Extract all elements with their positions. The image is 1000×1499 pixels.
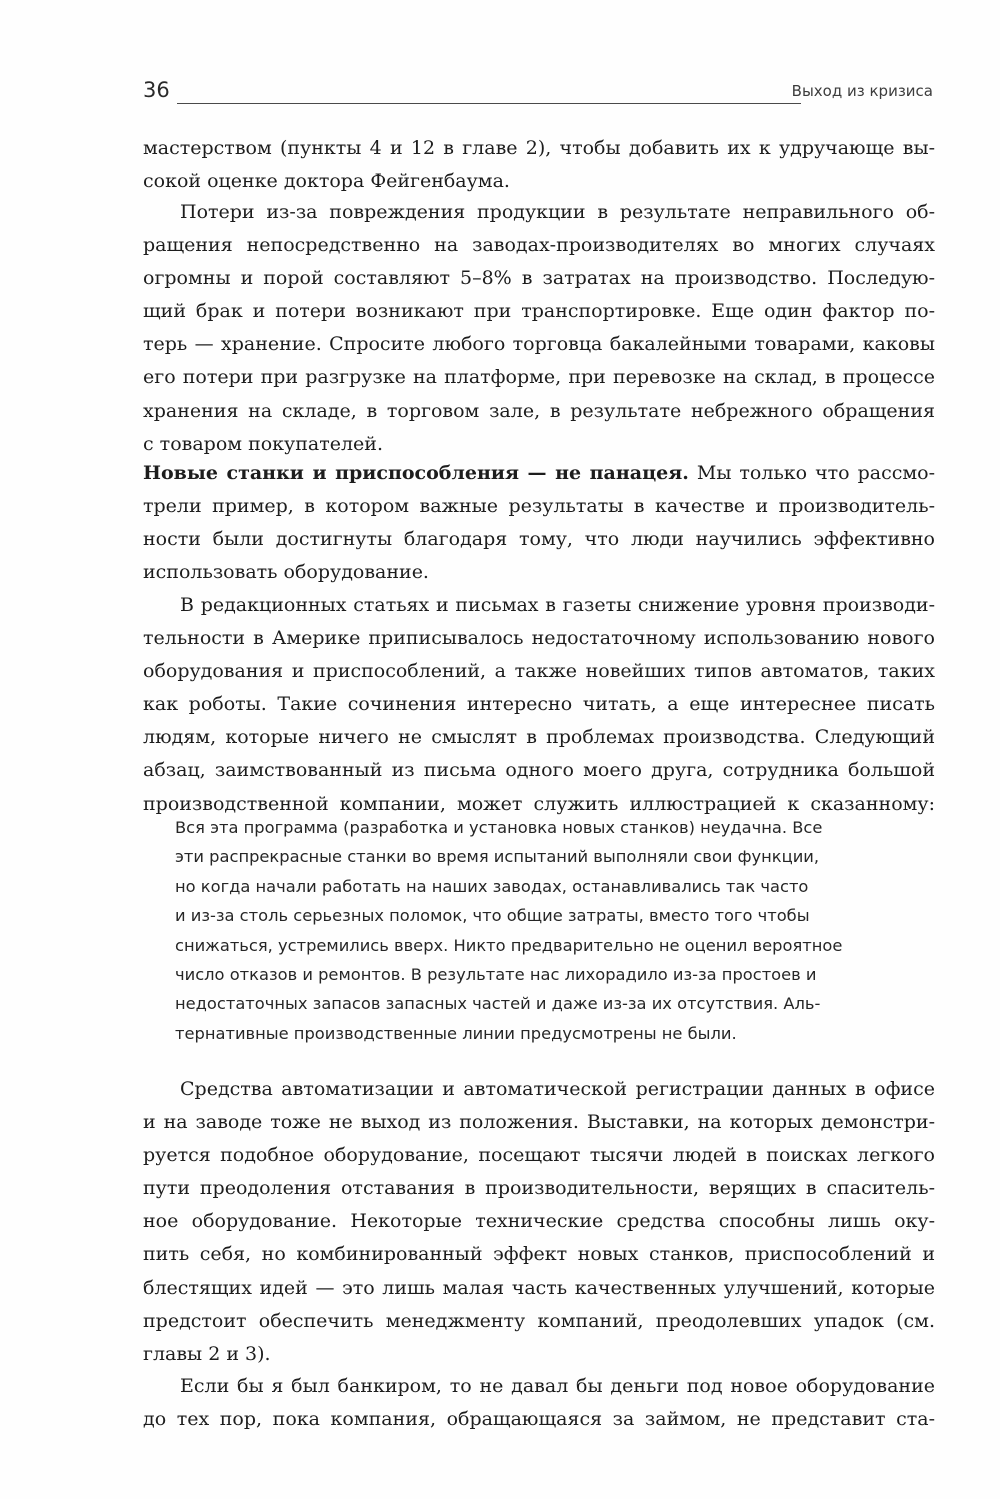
heading-line-rest: Мы только что рассмо- xyxy=(688,462,935,484)
quote-line: но когда начали работать на наших заводах, останавливались так часто xyxy=(175,876,809,896)
quote-line: недостаточных запасов запасных частей и даже из-за их отсутствия. Аль- xyxy=(175,994,821,1014)
text-line: мастерством (пункты 4 и 12 в главе 2), чтобы добавить их к удручающе вы- xyxy=(143,137,935,159)
paragraph-continuation xyxy=(143,132,935,198)
text-line: и на заводе тоже не выход из положения. Выставки, на которых демонстри- xyxy=(143,1111,935,1134)
text-line: трели пример, в котором важные результаты в качестве и производитель- xyxy=(143,495,935,518)
text-line: тельности в Америке приписывалось недостаточному использованию нового xyxy=(143,627,935,650)
text-line: Если бы я был банкиром, то не давал бы деньги под новое оборудование xyxy=(180,1375,935,1397)
quote-line: снижаться, устремились вверх. Никто предварительно не оценил вероятное xyxy=(175,935,843,955)
text-line: Средства автоматизации и автоматической регистрации данных в офисе xyxy=(180,1078,935,1100)
block-quote xyxy=(175,813,897,1048)
header-rule xyxy=(177,103,801,104)
text-line: пить себя, но комбинированный эффект новых станков, приспособлений и xyxy=(143,1243,935,1266)
text-line: производственной компании, может служить иллюстрацией к сказанному: xyxy=(143,792,935,815)
text-line: как роботы. Такие сочинения интересно читать, а еще интереснее писать xyxy=(143,693,935,716)
text-line: использовать оборудование. xyxy=(143,561,429,584)
text-line: щий брак и потери возникают при транспортировке. Еще один фактор по- xyxy=(143,300,935,323)
text-line: оборудования и приспособлений, а также новейших типов автоматов, таких xyxy=(143,660,935,683)
quote-line: число отказов и ремонтов. В результате нас лихорадило из-за простоев и xyxy=(175,964,817,984)
section-new-machines xyxy=(143,457,935,589)
paragraph-automation xyxy=(143,1073,935,1371)
text-line: хранения на складе, в торговом зале, в результате небрежного обращения xyxy=(143,399,935,422)
paragraph-losses xyxy=(143,196,935,461)
text-line: предстоит обеспечить менеджменту компаний, преодолевших упадок (см. xyxy=(143,1309,935,1332)
text-line: его потери при разгрузке на платформе, при перевозке на склад, в процессе xyxy=(143,366,935,389)
paragraph-editorials xyxy=(143,589,935,821)
text-line: Потери из-за повреждения продукции в результате неправильного об- xyxy=(180,201,935,223)
running-head xyxy=(143,76,933,106)
text-line: абзац, заимствованный из письма одного моего друга, сотрудника большой xyxy=(143,759,935,782)
paragraph-banker xyxy=(143,1370,935,1436)
text-line: терь — хранение. Спросите любого торговца бакалейными товарами, каковы xyxy=(143,333,935,356)
text-line: блестящих идей — это лишь малая часть качественных улучшений, которые xyxy=(143,1276,935,1299)
text-line: главы 2 и 3). xyxy=(143,1342,271,1365)
text-line: огромны и порой составляют 5–8% в затратах на производство. Последую- xyxy=(143,267,935,290)
text-line: ное оборудование. Некоторые технические средства способны лишь оку- xyxy=(143,1210,935,1233)
text-line: пути преодоления отставания в производительности, верящих в спаситель- xyxy=(143,1177,935,1200)
text-line: ращения непосредственно на заводах-производителях во многих случаях xyxy=(143,234,935,257)
text-line: руется подобное оборудование, посещают тысячи людей в поисках легкого xyxy=(143,1144,935,1167)
text-line: В редакционных статьях и письмах в газеты снижение уровня производи- xyxy=(180,594,935,616)
text-line: сокой оценке доктора Фейгенбаума. xyxy=(143,170,510,193)
running-title: Выход из кризиса xyxy=(791,82,933,100)
text-line: ности были достигнуты благодаря тому, что люди научились эффективно xyxy=(143,528,935,551)
text-line: людям, которые ничего не смыслят в проблемах производства. Следующий xyxy=(143,726,935,749)
quote-line: Вся эта программа (разработка и установка новых станков) неудачна. Все xyxy=(175,818,823,837)
page-number: 36 xyxy=(143,78,170,102)
quote-line: тернативные производственные линии предусмотрены не были. xyxy=(175,1023,737,1043)
run-in-heading: Новые станки и приспособления — не панацея. xyxy=(143,462,689,484)
text-line: до тех пор, пока компания, обращающаяся за займом, не представит ста- xyxy=(143,1408,935,1431)
quote-line: эти распрекрасные станки во время испытаний выполняли свои функции, xyxy=(175,847,820,867)
text-line: с товаром покупателей. xyxy=(143,432,383,455)
text-line xyxy=(143,457,935,490)
quote-line: и из-за столь серьезных поломок, что общие затраты, вместо того чтобы xyxy=(175,906,810,926)
